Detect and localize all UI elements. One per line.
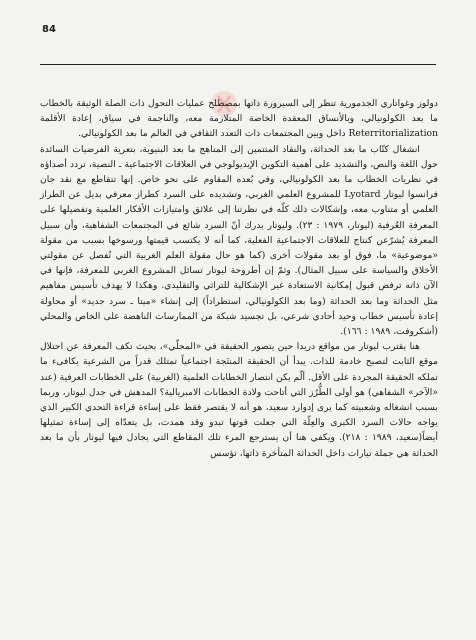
page-number: 84 (42, 24, 56, 35)
header-rule (40, 64, 436, 65)
body-text (40, 96, 438, 461)
paragraph-3: هنا يقترب ليوتار من مواقع دريدا حين يتصور الحقيقة في «المحلّي»، بحيث تكف المعرفة عن احتلال موقع الثابت لتصبح خادمة للذات. يبدأ أن الحقيقة المنتَجة اجتماعياً تمتلك قدراً من الشرعية يكافىء ما تملكه الحقيقة المجردة على الأقل. ألّم يكن انتصار الخطابات العلمية (الغربية) على الخطابات العرفية (عند «الآخر» الشفاهي) هو أولى الطُّرُز التي أتاحت ولادة الخطابات الامبريالية؟ المدهش في جدل ليوتار، وربما بسبب انشغاله وشعبيته كما يرى إدوارد سعيد، هو أنه لا يقتصر فقط على إساءة قراءة التحدي الكبير الذي يواجه حالات السرد الكبرى والعِلّة التي جعلت قوتها تبدو وقد همدت، بل يتعدّاه إلى إساءة تمثيلها أيضاً(سعيد، ١٩٨٩ : ٢١٨). ويكفي هنا أن يسترجع المرء تلك المقاطع التي يجادل فيها ليوتار بأن ما بعد الحداثة هي جملة تيارات داخل الحداثة المتأخرة ذاتها، تؤسس (40, 341, 439, 459)
paragraph-1: دولوز وغواتاري الجذمورية تنظر إلى السيرورة ذاتها بمصطلح عمليات التحول ذات الصلة الوثيقة بالخطاب ما بعد الكولونيالي، وبالأنساق المعقدة الخاصة المتلازمة معه، والناجمة في سياق، إعادة الأقلمة Reterritorialization داخل وبين المجتمعات ذات التعدد الثقافي في العالم ما بعد الكولونيالي. (40, 98, 438, 140)
paragraph-2: انشغال كتّاب ما بعد الحداثة، والنقاد المنتمين إلى المناهج ما بعد البنيوية، بتعرية الفرضيات السائدة حول اللغة والنص، والتشديد على أهمية التكوين الإيديولوجي في العلاقات الاجتماعية ـ النصية، تردد أصداؤه في نظريات الخطاب ما بعد الكولونيالي، وفي بُعده المقاوم على نحو خاص. إنها تتقاطع مع نقد جان فرانسوا ليوتار Lyotard للمشروع العلمي الغربي، وتشديده على السرد كطراز معرفي بديل عن الطراز العلمي أو متناوب معه، وإشكالات ذلك كلّه في نظرتنا إلى علائق وامتيازات الأفكار العلمية وتفضيلها على المعرفة العُرفية (ليوتار، ١٩٧٩ : ٢٣). وليوتار يدرك أنّ السرد شائع في المجتمعات الشفاهية، وأن سبيل المعرفة يُشرّعن كنتاج للعلاقات الاجتماعية الفعلية، كما أنه لا يكتسب قيمتها ورسوخها بسبب من مقولة «موضوعية» ما، فوق أو بعد مقولات أخرى (كما هو حال مقولة العلم الغربية التي تُفصل عن مقولتي الأخلاق والسياسة على سبيل المثال). وثمّ إن أطروحة ليوتار تسائل المشروع الغربي للمعرفة، فإنها في الآن ذاته ترفض قبول إمكانية الاستعادة غير الإشكالية للتراثي والتقليدي. وهكذا لا يهدف تأسيس مفاهيم مثل الحداثة وما بعد الحداثة (وما بعد الكولونيالي، استطراداً) إلى إنشاء «ميتا ـ سرد جديد» أو محاولة إعادة تأسيس خطاب وحيد أحادي شرعي، بل تجسيد شبكة من الممارسات الناهضة على الخاص والمحلي (أشكروفت، ١٩٨٩ : ١٦٦). (40, 143, 439, 338)
